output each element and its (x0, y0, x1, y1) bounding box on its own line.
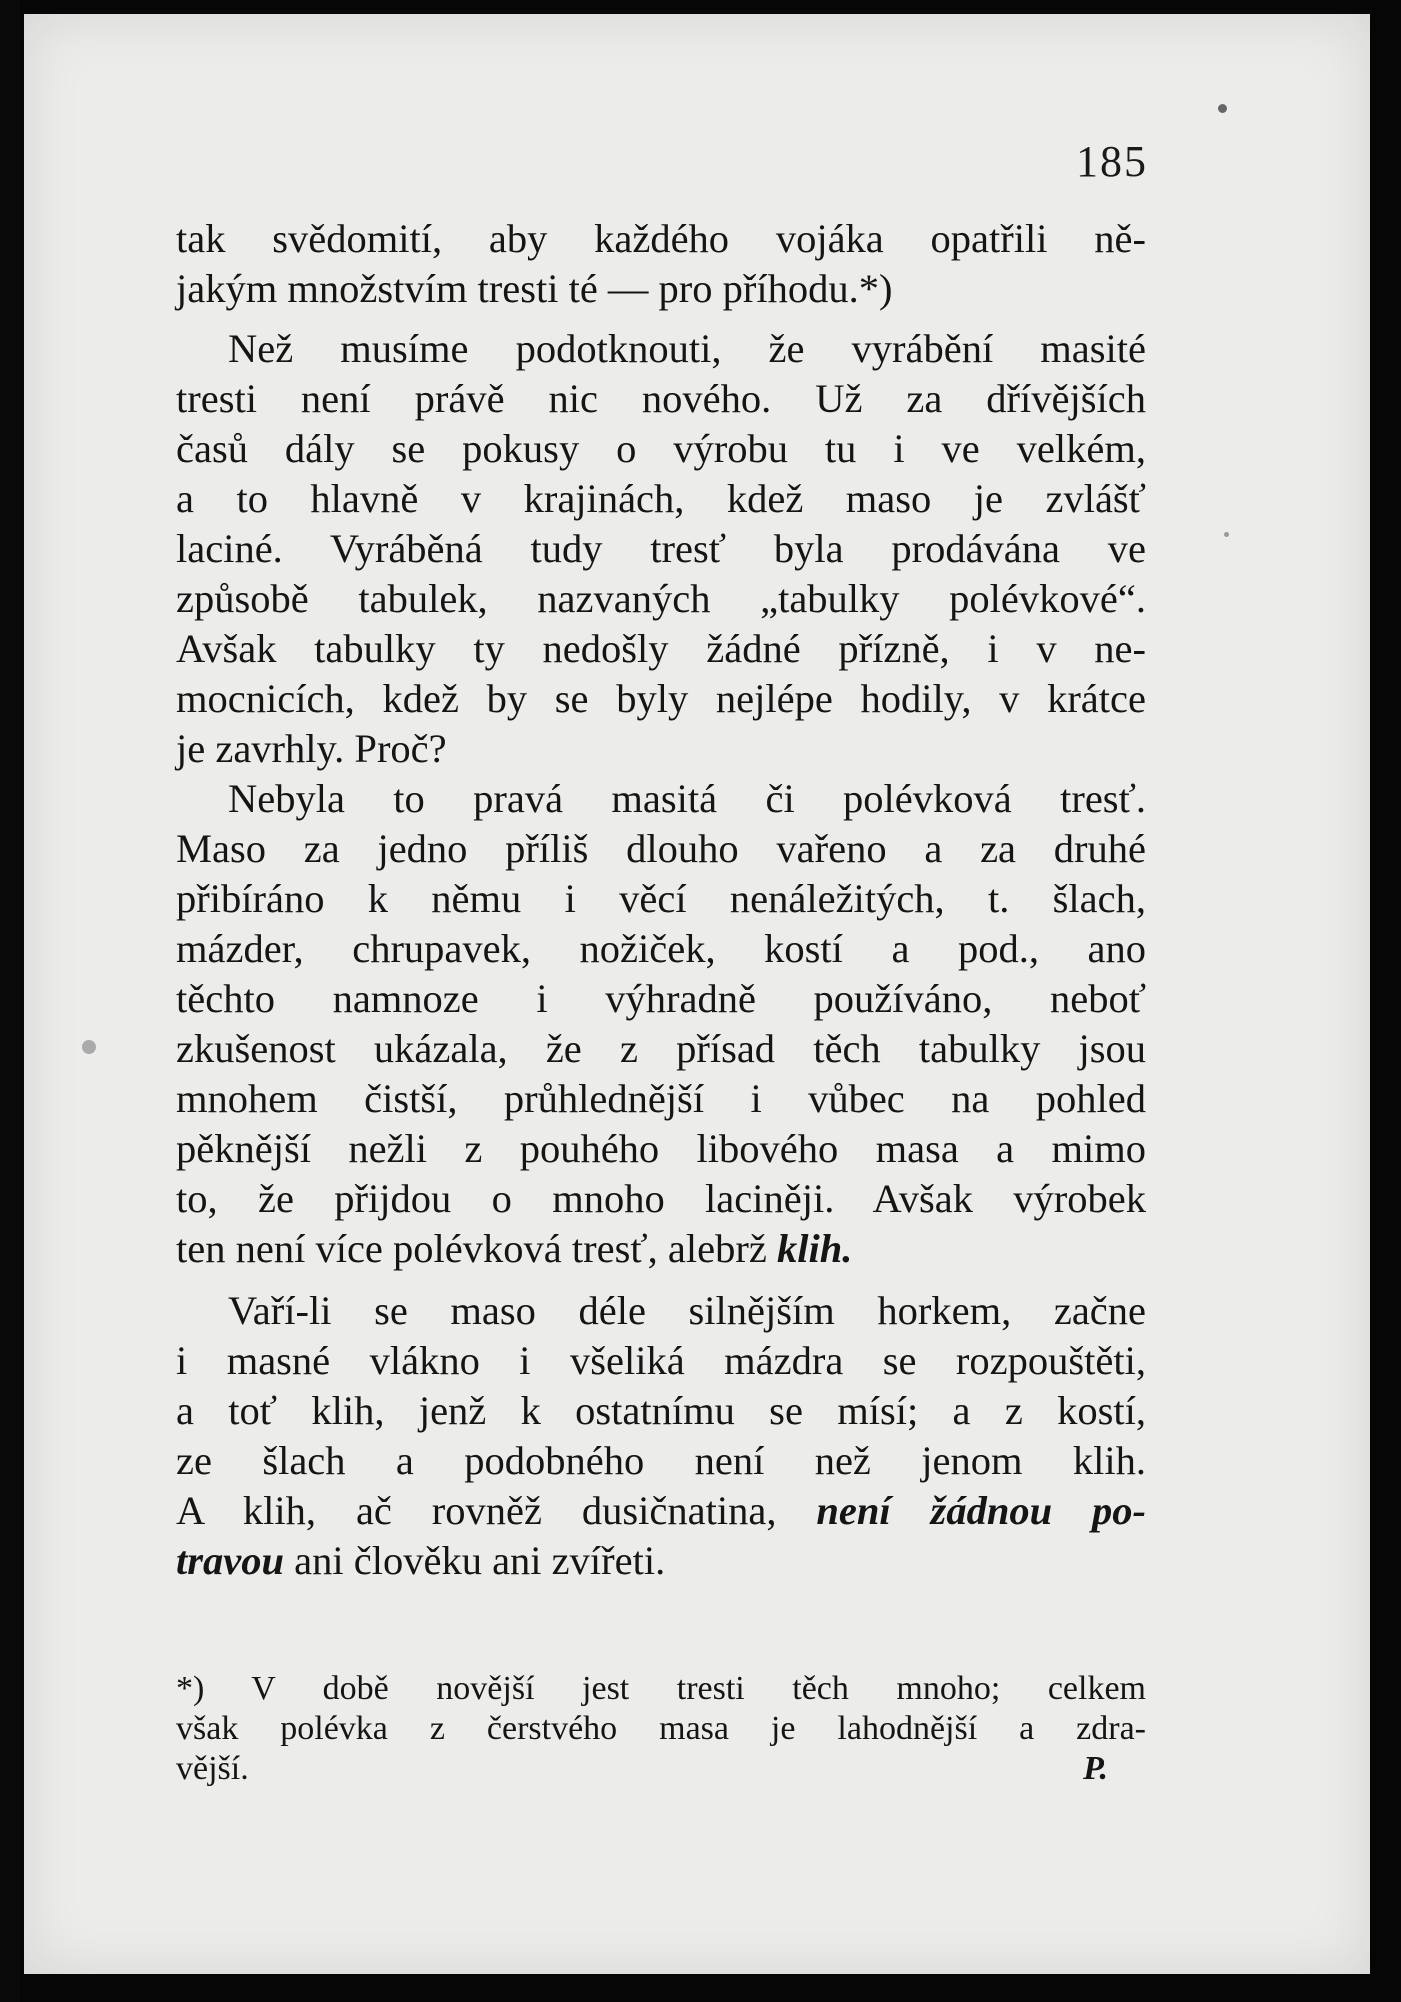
text-fragment: ani člověku ani zvířeti. (284, 1538, 666, 1583)
scan-border (0, 0, 20, 2002)
text-line: pěknější nežli z pouhého libového masa a mimo (176, 1126, 1146, 1171)
text-line: jakým množstvím tresti té — pro příhodu.*) (176, 266, 893, 311)
footnote (176, 1669, 1146, 1789)
text-line: přibíráno k němu i věcí nenáležitých, t. šlach, (176, 876, 1146, 921)
text-line: i masné vlákno i všeliká mázdra se rozpouštěti, (176, 1338, 1146, 1383)
text-line: to, že přijdou o mnoho laciněji. Avšak výrobek (176, 1176, 1146, 1221)
text-line: způsobě tabulek, nazvaných „tabulky polévkové“. (176, 576, 1146, 621)
text-line: mázder, chrupavek, nožiček, kostí a pod., ano (176, 926, 1146, 971)
text-line: Nebyla to pravá masitá či polévková tresť. (228, 776, 1146, 821)
text-line: Než musíme podotknouti, že vyrábění masité (228, 326, 1146, 371)
text-line: Maso za jedno příliš dlouho vařeno a za druhé (176, 826, 1146, 871)
text-line: tresti není právě nic nového. Už za dřívějších (176, 376, 1146, 421)
text-line: a to hlavně v krajinách, kdež maso je zvlášť (176, 476, 1146, 521)
text-line: těchto namnoze i výhradně používáno, neboť (176, 976, 1146, 1021)
footnote-last-row (176, 1749, 1146, 1789)
text-line: zkušenost ukázala, že z přísad těch tabulky jsou (176, 1026, 1146, 1071)
text-line: ze šlach a podobného není než jenom klih. (176, 1438, 1146, 1483)
scan-speck (82, 1040, 96, 1054)
text-fragment: ten není více polévková tresť, alebrž (176, 1226, 777, 1271)
page-number: 185 (1076, 137, 1148, 186)
footnote-line: však polévka z čerstvého masa je lahodnější a zdra- (176, 1710, 1146, 1747)
emphasized-phrase: není žádnou po- (816, 1488, 1147, 1533)
text-line: tak svědomití, aby každého vojáka opatřili ně- (176, 216, 1146, 261)
text-line: Avšak tabulky ty nedošly žádné přízně, i v ne- (176, 626, 1146, 671)
body-text (176, 214, 1146, 1586)
scan-speck (1218, 104, 1227, 113)
text-line: mocnicích, kdež by se byly nejlépe hodily, v krátce (176, 676, 1146, 721)
text-line (176, 1486, 1146, 1536)
footnote-line: vější. (176, 1750, 249, 1787)
paragraph-3 (176, 774, 1146, 1274)
text-fragment: A klih, ač rovněž dusičnatina, (176, 1488, 817, 1533)
text-line: časů dály se pokusy o výrobu tu i ve velkém, (176, 426, 1146, 471)
text-line: a toť klih, jenž k ostatnímu se mísí; a z kostí, (176, 1388, 1146, 1433)
text-line (176, 1536, 1146, 1586)
text-line: mnohem čistší, průhlednější i vůbec na pohled (176, 1076, 1146, 1121)
scan-speck (1224, 532, 1229, 537)
text-line: Vaří-li se maso déle silnějším horkem, začne (228, 1288, 1146, 1333)
text-line: je zavrhly. Proč? (176, 726, 447, 771)
text-line (176, 1224, 1146, 1274)
emphasized-phrase: travou (176, 1538, 285, 1583)
paragraph-1 (176, 214, 1146, 314)
book-page (24, 14, 1370, 1974)
emphasized-word: klih. (776, 1226, 853, 1271)
footnote-line: *) V době novější jest tresti těch mnoho; celkem (176, 1670, 1146, 1707)
paragraph-4 (176, 1286, 1146, 1586)
paragraph-2 (176, 324, 1146, 774)
footnote-signature: P. (1083, 1750, 1108, 1787)
text-line: laciné. Vyráběná tudy tresť byla prodávána ve (176, 526, 1146, 571)
